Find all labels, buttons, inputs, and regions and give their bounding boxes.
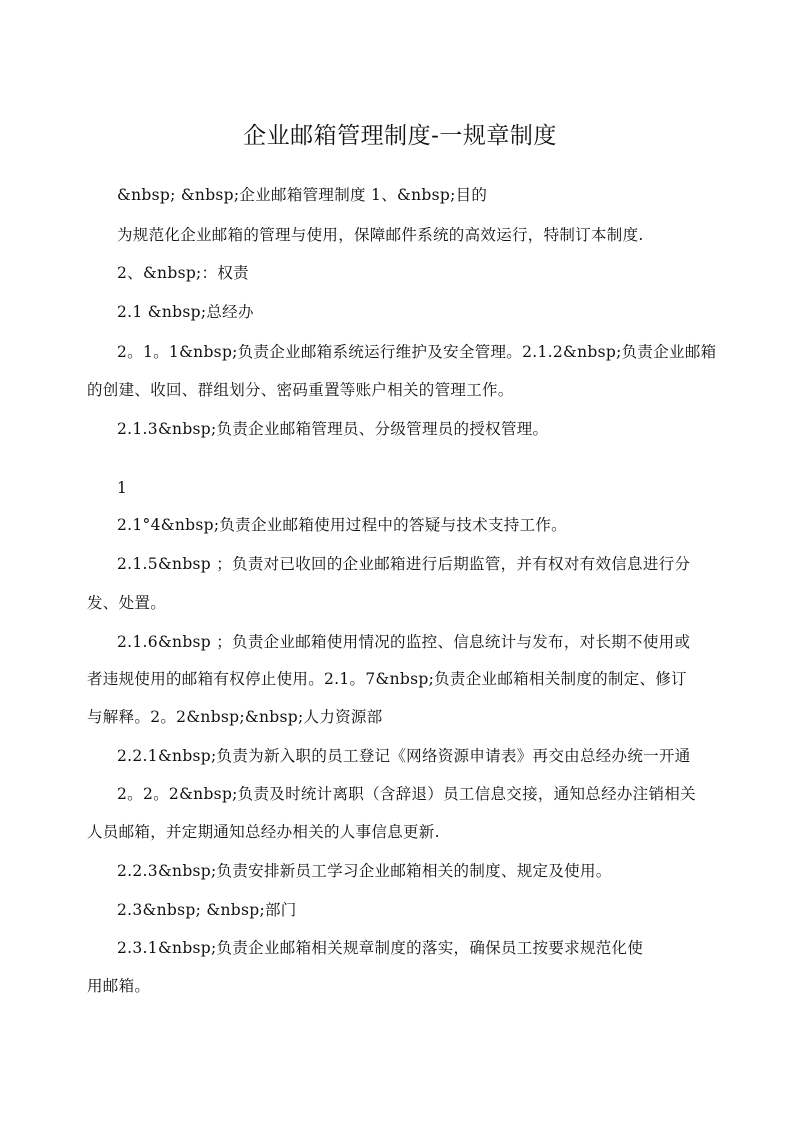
line-2: 为规范化企业邮箱的管理与使用，保障邮件系统的高效运行，特制订本制度. (117, 226, 644, 244)
line-6: 的创建、收回、群组划分、密码重置等账户相关的管理工作。 (87, 381, 514, 399)
line-8: 2.1°4&nbsp;负责企业邮箱使用过程中的答疑与技术支持工作。 (117, 516, 567, 534)
line-16: 人员邮箱，并定期通知总经办相关的人事信息更新. (87, 823, 440, 841)
line-7: 2.1.3&nbsp;负责企业邮箱管理员、分级管理员的授权管理。 (117, 420, 549, 438)
line-13: 与解释。2。2&nbsp;&nbsp;人力资源部 (87, 708, 383, 726)
line-12: 者违规使用的邮箱有权停止使用。2.1。7&nbsp;负责企业邮箱相关制度的制定、修订 (87, 670, 687, 688)
line-19: 2.3.1&nbsp;负责企业邮箱相关规章制度的落实，确保员工按要求规范化使 (117, 939, 644, 957)
line-10: 发、处置。 (87, 594, 167, 612)
page-number: 1 (117, 479, 128, 497)
line-14: 2.2.1&nbsp;负责为新入职的员工登记《网络资源申请表》再交由总经办统一开通 (117, 747, 691, 765)
line-18: 2.3&nbsp; &nbsp;部门 (117, 901, 297, 919)
line-17: 2.2.3&nbsp;负责安排新员工学习企业邮箱相关的制度、规定及使用。 (117, 862, 612, 880)
line-20: 用邮箱。 (87, 977, 151, 995)
line-5: 2。1。1&nbsp;负责企业邮箱系统运行维护及安全管理。2.1.2&nbsp;负责企业邮箱 (117, 343, 717, 361)
line-4: 2.1 &nbsp;总经办 (117, 303, 254, 321)
line-3: 2、&nbsp;：权责 (117, 264, 249, 282)
line-11: 2.1.6&nbsp ；负责企业邮箱使用情况的监控、信息统计与发布，对长期不使用或 (117, 633, 691, 651)
line-15: 2。2。2&nbsp;负责及时统计离职（含辞退）员工信息交接，通知总经办注销相关 (117, 785, 696, 803)
line-9: 2.1.5&nbsp ；负责对已收回的企业邮箱进行后期监管，并有权对有效信息进行分 (117, 555, 691, 573)
document-title: 企业邮箱管理制度-一规章制度 (243, 123, 557, 149)
line-1: &nbsp; &nbsp;企业邮箱管理制度 1、&nbsp;目的 (117, 186, 488, 204)
